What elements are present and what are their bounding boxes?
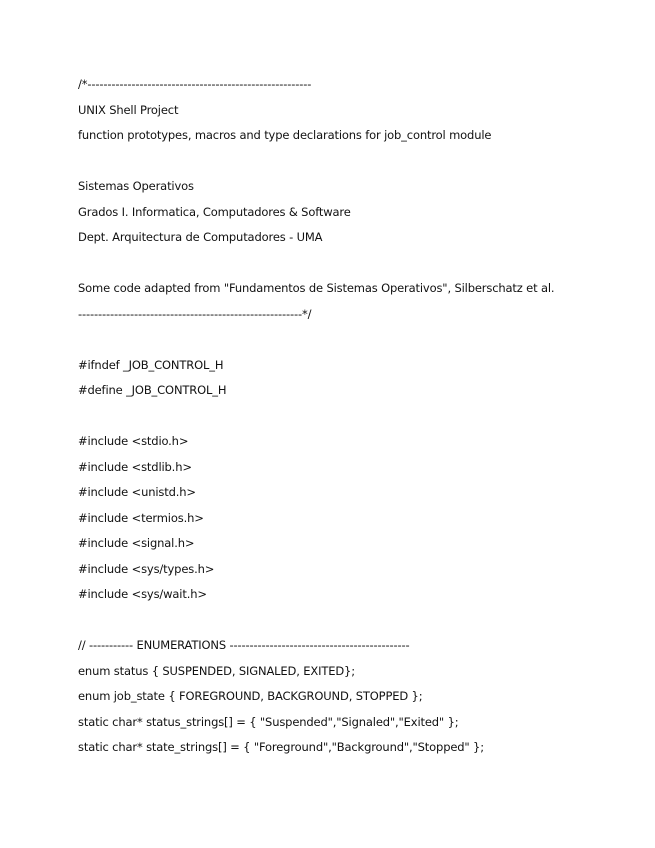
code-text bbox=[78, 75, 638, 764]
blank-line bbox=[78, 152, 638, 178]
include-line: #include <unistd.h> bbox=[78, 485, 196, 499]
blank-line bbox=[78, 254, 638, 280]
enum-job-state-line: enum job_state { FOREGROUND, BACKGROUND, STOPPED }; bbox=[78, 689, 423, 703]
enum-status-line: enum status { SUSPENDED, SIGNALED, EXITED}; bbox=[78, 663, 355, 678]
include-line: #include <stdio.h> bbox=[78, 434, 189, 448]
comment-open-line: /*-------------------------------------------------------- bbox=[78, 77, 312, 91]
state-strings-line: static char* state_strings[] = { "Foreground","Background","Stopped" }; bbox=[78, 740, 484, 754]
status-strings-line: static char* status_strings[] = { "Suspended","Signaled","Exited" }; bbox=[78, 714, 459, 729]
blank-line bbox=[78, 611, 638, 637]
include-line: #include <stdlib.h> bbox=[78, 459, 192, 474]
comment-close-line: --------------------------------------------------------*/ bbox=[78, 306, 312, 321]
include-line: #include <termios.h> bbox=[78, 510, 204, 525]
include-line: #include <sys/wait.h> bbox=[78, 587, 207, 601]
module-description-line: function prototypes, macros and type declarations for job_control module bbox=[78, 128, 492, 142]
department-line: Dept. Arquitectura de Computadores - UMA bbox=[78, 230, 323, 244]
include-line: #include <signal.h> bbox=[78, 536, 195, 550]
ifndef-line: #ifndef _JOB_CONTROL_H bbox=[78, 357, 224, 372]
define-line: #define _JOB_CONTROL_H bbox=[78, 383, 227, 397]
blank-line bbox=[78, 330, 638, 356]
course-name-line: Sistemas Operativos bbox=[78, 179, 194, 193]
project-title-line: UNIX Shell Project bbox=[78, 102, 179, 117]
enumerations-comment-line: // ----------- ENUMERATIONS --------------------------------------------- bbox=[78, 638, 410, 652]
blank-line bbox=[78, 407, 638, 433]
degrees-line: Grados I. Informatica, Computadores & Software bbox=[78, 204, 351, 219]
attribution-line: Some code adapted from "Fundamentos de Sistemas Operativos", Silberschatz et al. bbox=[78, 281, 555, 295]
include-line: #include <sys/types.h> bbox=[78, 561, 215, 576]
